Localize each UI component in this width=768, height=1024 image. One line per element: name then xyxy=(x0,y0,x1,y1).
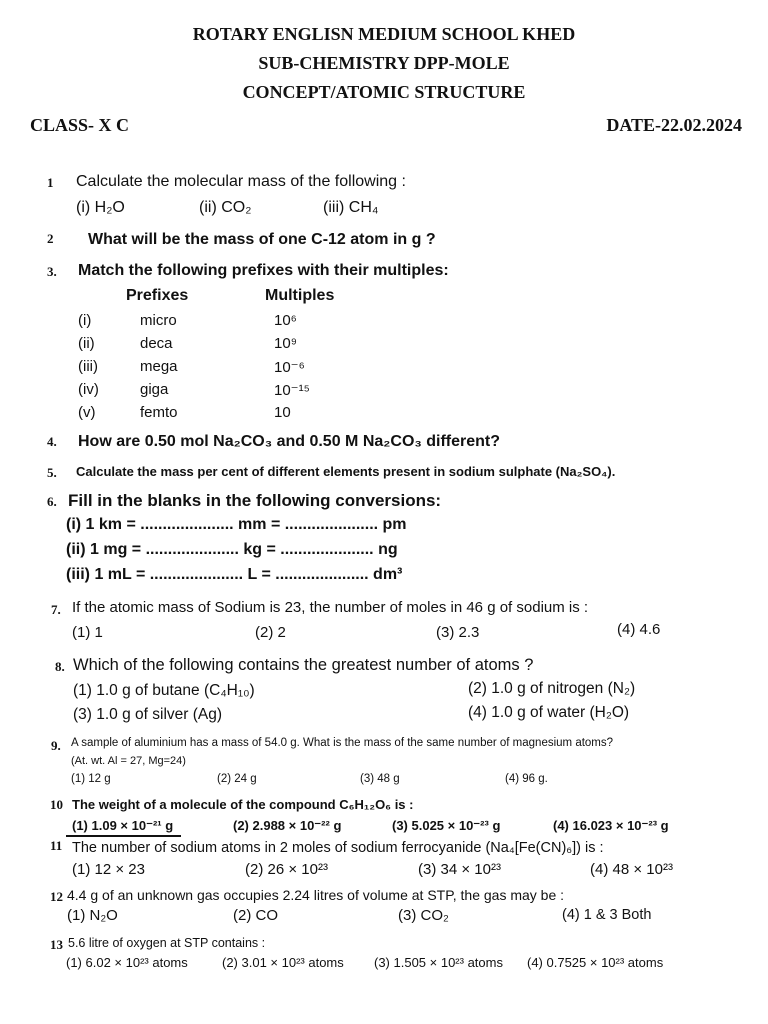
option: (3) CO₂ xyxy=(398,907,449,924)
option: (4) 1.0 g of water (H₂O) xyxy=(468,704,630,721)
question-text: The number of sodium atoms in 2 moles of sodium ferrocyanide (Na₄[Fe(CN)₆]) is : xyxy=(72,840,604,856)
question-text: A sample of aluminium has a mass of 54.0 g. What is the mass of the same number of magnesium atoms? xyxy=(71,737,614,749)
question-text: Match the following prefixes with their multiples: xyxy=(78,262,449,279)
table-cell: (ii) xyxy=(78,335,95,352)
question-number: 2 xyxy=(47,231,54,246)
question-text: Which of the following contains the greatest number of atoms ? xyxy=(73,656,534,674)
option: (3) 2.3 xyxy=(436,624,480,641)
question-number: 9. xyxy=(51,738,61,753)
table-cell: micro xyxy=(140,312,177,329)
question-number: 8. xyxy=(55,659,65,674)
option: (1) N₂O xyxy=(67,907,118,924)
option: (3) 34 × 10²³ xyxy=(418,861,501,878)
option: (1) 12 × 23 xyxy=(72,861,145,878)
option: (1) 1 xyxy=(72,624,103,641)
option: (2) 2.988 × 10⁻²² g xyxy=(233,818,342,833)
table-cell: (iv) xyxy=(78,381,99,398)
option: (4) 1 & 3 Both xyxy=(562,907,652,923)
option: (1) 1.09 × 10⁻²¹ g xyxy=(72,818,174,833)
option: (4) 96 g. xyxy=(505,773,548,785)
option: (i) H₂O xyxy=(76,199,125,216)
question-text: Calculate the mass per cent of different elements present in sodium sulphate (Na₂SO₄). xyxy=(76,464,616,479)
table-cell: (iii) xyxy=(78,358,98,375)
date-label: DATE-22.02.2024 xyxy=(606,115,742,135)
question-text: How are 0.50 mol Na₂CO₃ and 0.50 M Na₂CO₃ different? xyxy=(78,433,500,450)
option: (iii) CH₄ xyxy=(323,199,379,216)
option: (2) CO xyxy=(233,907,278,924)
table-cell: 10 xyxy=(274,404,291,421)
option: (3) 5.025 × 10⁻²³ g xyxy=(392,818,501,833)
table-cell: deca xyxy=(140,335,173,352)
table-cell: 10⁻⁶ xyxy=(274,359,305,376)
option: (3) 48 g xyxy=(360,773,400,785)
table-cell: 10⁶ xyxy=(274,312,297,329)
table-header-prefix: Prefixes xyxy=(126,287,189,304)
answer-underline xyxy=(66,835,181,837)
option: (1) 6.02 × 10²³ atoms xyxy=(66,955,188,970)
option: (2) 3.01 × 10²³ atoms xyxy=(222,955,344,970)
question-number: 13 xyxy=(50,937,63,952)
option: (2) 26 × 10²³ xyxy=(245,861,328,878)
option: (2) 24 g xyxy=(217,773,257,785)
question-text: Fill in the blanks in the following conversions: xyxy=(68,491,442,510)
question-text: 4.4 g of an unknown gas occupies 2.24 litres of volume at STP, the gas may be : xyxy=(67,887,565,903)
option: (2) 2 xyxy=(255,624,286,641)
question-text: 5.6 litre of oxygen at STP contains : xyxy=(68,936,266,950)
school-name: ROTARY ENGLISN MEDIUM SCHOOL KHED xyxy=(192,24,576,44)
table-cell: femto xyxy=(140,404,178,421)
question-number: 7. xyxy=(51,602,61,617)
subject-title: SUB-CHEMISTRY DPP-MOLE xyxy=(258,53,510,73)
question-number: 6. xyxy=(47,494,57,509)
option: (3) 1.0 g of silver (Ag) xyxy=(73,706,223,723)
class-label: CLASS- X C xyxy=(30,115,130,135)
question-number: 4. xyxy=(47,434,57,449)
question-number: 12 xyxy=(50,889,63,904)
option: (1) 1.0 g of butane (C₄H₁₀) xyxy=(73,682,255,699)
table-cell: giga xyxy=(140,381,169,398)
option: (2) 1.0 g of nitrogen (N₂) xyxy=(468,680,636,697)
table-header-multiple: Multiples xyxy=(265,287,335,304)
question-number: 11 xyxy=(50,838,63,853)
option: (1) 12 g xyxy=(71,773,111,785)
question-text: What will be the mass of one C-12 atom in g ? xyxy=(88,231,436,248)
option: (3) 1.505 × 10²³ atoms xyxy=(374,955,503,970)
option: (4) 4.6 xyxy=(617,621,661,638)
table-cell: (i) xyxy=(78,312,92,329)
question-note: (At. wt. Al = 27, Mg=24) xyxy=(71,755,186,767)
question-number: 5. xyxy=(47,465,57,480)
option: (4) 16.023 × 10⁻²³ g xyxy=(553,818,669,833)
question-number: 3. xyxy=(47,264,57,279)
conversion-line: (i) 1 km = ..................... mm = ..................... pm xyxy=(66,516,407,533)
question-text: The weight of a molecule of the compound C₆H₁₂O₆ is : xyxy=(72,797,414,812)
option: (4) 0.7525 × 10²³ atoms xyxy=(527,955,664,970)
table-cell: 10⁹ xyxy=(274,335,298,352)
option: (4) 48 × 10²³ xyxy=(590,861,673,878)
table-cell: (v) xyxy=(78,404,96,421)
table-cell: mega xyxy=(140,358,178,375)
question-number: 10 xyxy=(50,797,63,812)
conversion-line: (iii) 1 mL = ..................... L = ..................... dm³ xyxy=(66,566,403,583)
question-number: 1 xyxy=(47,175,54,190)
question-text: If the atomic mass of Sodium is 23, the number of moles in 46 g of sodium is : xyxy=(72,599,589,616)
conversion-line: (ii) 1 mg = ..................... kg = ..................... ng xyxy=(66,541,398,558)
option: (ii) CO₂ xyxy=(199,199,252,216)
question-text: Calculate the molecular mass of the following : xyxy=(76,173,406,190)
table-cell: 10⁻¹⁵ xyxy=(274,382,310,399)
topic-title: CONCEPT/ATOMIC STRUCTURE xyxy=(242,82,526,102)
